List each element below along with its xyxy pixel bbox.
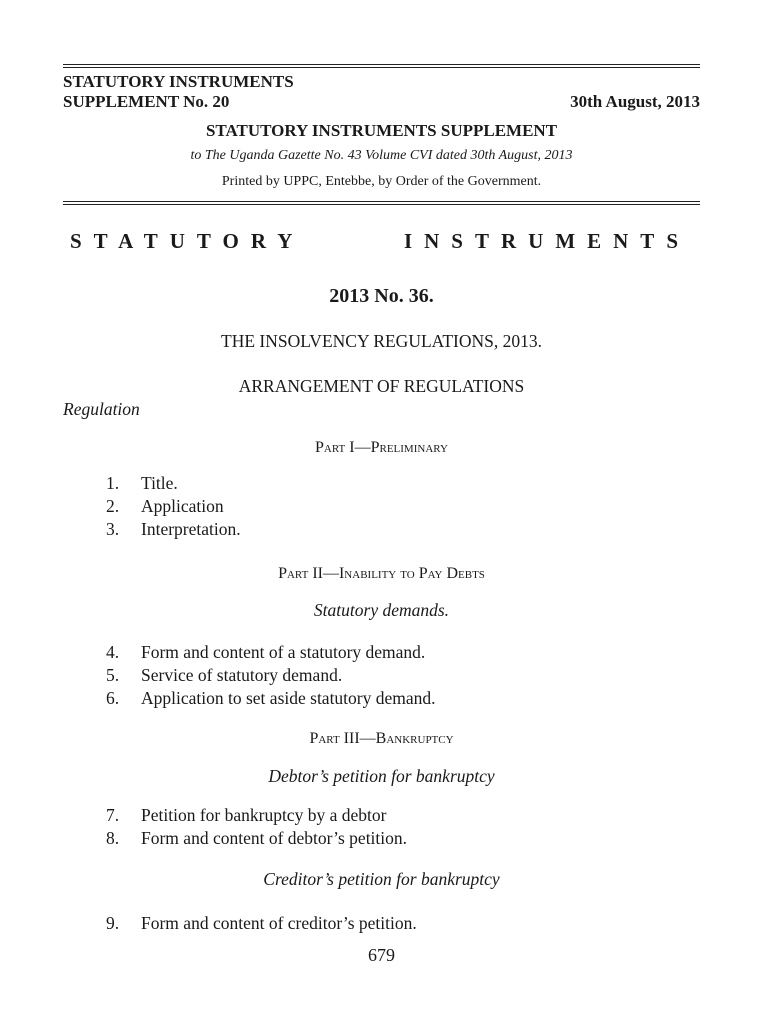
item-text: Title. — [141, 473, 178, 493]
item-text: Service of statutory demand. — [141, 665, 343, 685]
item-number: 2. — [106, 496, 120, 516]
issue-date: 30th August, 2013 — [570, 92, 700, 111]
item-number: 8. — [106, 828, 120, 848]
item-number: 5. — [106, 665, 120, 685]
part-heading: Part I—Preliminary — [315, 439, 448, 456]
instrument-number: 2013 No. 36. — [329, 285, 434, 307]
banner-title: STATUTORY INSTRUMENTS — [70, 229, 690, 253]
item-text: Petition for bankruptcy by a debtor — [141, 805, 387, 825]
supplement-title: STATUTORY INSTRUMENTS SUPPLEMENT — [205, 121, 558, 140]
list-item — [106, 473, 178, 494]
item-text: Application to set aside statutory demand. — [141, 688, 436, 708]
item-text: Form and content of debtor’s petition. — [141, 828, 408, 848]
item-text: Form and content of a statutory demand. — [141, 642, 426, 662]
part-subheading: Statutory demands. — [313, 600, 450, 620]
bottom-double-rule — [63, 201, 700, 205]
list-item — [106, 805, 386, 826]
part-heading: Part II—Inability to Pay Debts — [278, 565, 485, 582]
part-subheading: Creditor’s petition for bankruptcy — [263, 869, 500, 889]
printer-line: Printed by UPPC, Entebbe, by Order of the Government. — [221, 174, 542, 189]
item-text: Application — [141, 496, 224, 516]
item-number: 4. — [106, 642, 120, 662]
part-heading: Part III—Bankruptcy — [309, 730, 454, 747]
item-text: Form and content of creditor’s petition. — [141, 913, 417, 933]
list-item — [106, 665, 342, 686]
regulations-title: THE INSOLVENCY REGULATIONS, 2013. — [221, 331, 542, 351]
list-item — [106, 828, 407, 849]
gazette-reference: to The Uganda Gazette No. 43 Volume CVI dated 30th August, 2013 — [190, 148, 573, 163]
series-line-2: SUPPLEMENT No. 20 — [63, 92, 230, 111]
item-number: 3. — [106, 519, 120, 539]
list-item — [106, 913, 417, 934]
page-number: 679 — [368, 945, 395, 965]
list-item — [106, 688, 436, 709]
list-item — [106, 519, 241, 540]
part-subheading: Debtor’s petition for bankruptcy — [268, 766, 495, 786]
item-text: Interpretation. — [141, 519, 241, 539]
item-number: 1. — [106, 473, 120, 493]
item-number: 9. — [106, 913, 120, 933]
item-number: 7. — [106, 805, 120, 825]
list-item — [106, 642, 425, 663]
list-item — [106, 496, 224, 517]
item-number: 6. — [106, 688, 120, 708]
top-double-rule — [63, 64, 700, 68]
regulation-column-label: Regulation — [63, 399, 140, 419]
series-line-1: STATUTORY INSTRUMENTS — [63, 72, 294, 91]
arrangement-heading: ARRANGEMENT OF REGULATIONS — [238, 376, 525, 396]
series-label — [63, 72, 294, 112]
